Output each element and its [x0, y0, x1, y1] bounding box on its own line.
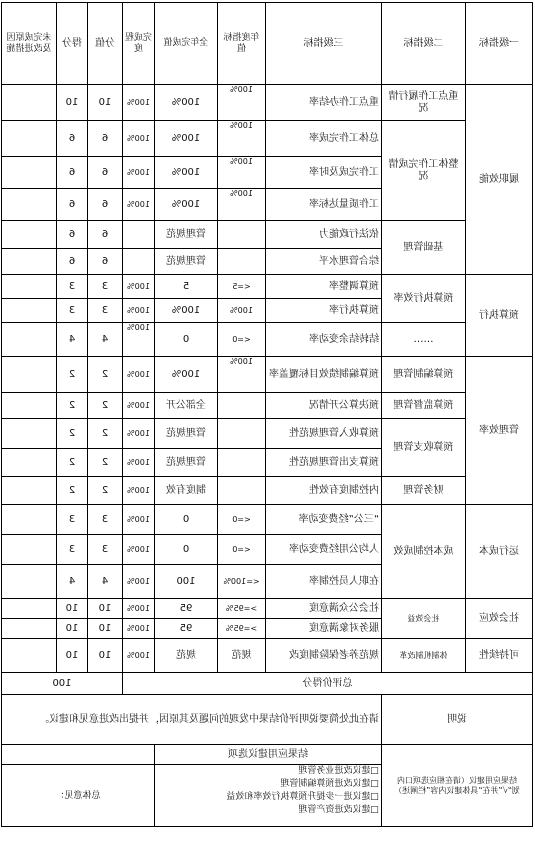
header-rate: 完成程度 — [123, 3, 155, 85]
cell-reason — [2, 275, 57, 299]
cell-rate: 100% — [123, 419, 155, 449]
cell-reason — [2, 221, 57, 249]
cell-score: 2 — [57, 393, 88, 419]
cell-reason — [2, 419, 57, 449]
header-weight: 分值 — [88, 3, 123, 85]
cell-weight: 4 — [88, 323, 123, 357]
cell-weight: 3 — [88, 505, 123, 535]
cell-reason — [2, 535, 57, 565]
cell-l3: 预算调整率 — [266, 275, 382, 299]
cell-actual: 管理规范 — [155, 249, 218, 275]
sub-label: 预算监督管理 — [382, 393, 466, 419]
cell-actual: 0 — [155, 323, 218, 357]
table-row — [2, 323, 533, 357]
sub-label: 基础管理 — [382, 221, 466, 275]
cell-reason — [2, 477, 57, 505]
group-label: 可持续性 — [466, 639, 533, 673]
suggest-option-1[interactable]: □建议改进业务管理 — [298, 766, 379, 776]
cell-rate: 100% — [123, 565, 155, 599]
cell-l3: 规范养老保险制度改 — [266, 639, 382, 673]
notes-label: 说明 — [382, 695, 533, 745]
total-row — [2, 673, 533, 695]
cell-reason — [2, 121, 57, 157]
cell-rate: 100% — [123, 477, 155, 505]
cell-actual: 规范 — [155, 639, 218, 673]
cell-weight: 3 — [88, 299, 123, 323]
cell-actual: 全部公开 — [155, 393, 218, 419]
group-label: 预算执行 — [466, 275, 533, 357]
cell-score: 4 — [57, 323, 88, 357]
cell-score: 10 — [57, 85, 88, 121]
sub-label: 预算收支管理 — [382, 419, 466, 477]
cell-target: 100% — [218, 299, 266, 323]
sub-label: 体制机制改革 — [382, 639, 466, 673]
notes-text: 请在此处简要说明评价结果中发现的问题及其原因，并提出改进意见和建议。 — [2, 695, 382, 745]
cell-weight: 3 — [88, 275, 123, 299]
cell-rate: 100% — [123, 299, 155, 323]
cell-actual: 100% — [155, 85, 218, 121]
cell-score: 10 — [57, 599, 88, 619]
total-label: 总评价得分 — [123, 673, 533, 695]
cell-reason — [2, 565, 57, 599]
cell-score: 6 — [57, 121, 88, 157]
cell-l3: 工作完成及时率 — [266, 157, 382, 189]
cell-rate: 100% — [123, 449, 155, 477]
cell-weight: 2 — [88, 393, 123, 419]
cell-rate: 100% — [123, 121, 155, 157]
group-label: 履职效能 — [466, 85, 533, 275]
cell-weight: 6 — [88, 157, 123, 189]
cell-target: 规范 — [218, 639, 266, 673]
cell-l3: 预算执行率 — [266, 299, 382, 323]
cell-actual: 0 — [155, 505, 218, 535]
cell-score: 3 — [57, 505, 88, 535]
cell-reason — [2, 299, 57, 323]
cell-target: 100% — [218, 85, 266, 121]
cell-weight: 10 — [88, 619, 123, 639]
cell-weight: 4 — [88, 565, 123, 599]
cell-rate: 100% — [123, 323, 155, 357]
cell-l3: “三公”经费变动率 — [266, 505, 382, 535]
table-row — [2, 275, 533, 299]
cell-score: 6 — [57, 157, 88, 189]
cell-target — [218, 419, 266, 449]
cell-actual: 100% — [155, 357, 218, 393]
cell-actual: 100% — [155, 121, 218, 157]
evaluation-table — [1, 2, 533, 827]
overall-opinion: 总体意见： — [2, 765, 155, 827]
suggest-option-3[interactable]: □建议进一步提升预算执行效率和效益 — [226, 792, 379, 802]
suggest-header: 结果应用建议选项 — [155, 745, 382, 765]
cell-score: 10 — [57, 619, 88, 639]
cell-rate: 100% — [123, 599, 155, 619]
sub-label: 社会效益 — [382, 599, 466, 639]
cell-target — [218, 449, 266, 477]
cell-score: 2 — [57, 357, 88, 393]
cell-l3: 综合管理水平 — [266, 249, 382, 275]
suggest-label: 结果应用建议（请在相应选项口内划“√”并在“具体建议内容”栏阐述） — [382, 745, 533, 827]
cell-l3: 预决算公开情况 — [266, 393, 382, 419]
cell-target: 100% — [218, 189, 266, 221]
cell-l3: 预算支出管理规范性 — [266, 449, 382, 477]
cell-target: >=95% — [218, 619, 266, 639]
sub-label: 财务管理 — [382, 477, 466, 505]
cell-reason — [2, 157, 57, 189]
cell-l3: 工作质量达标率 — [266, 189, 382, 221]
cell-l3: 总体工作完成率 — [266, 121, 382, 157]
suggest-blank — [2, 745, 155, 765]
cell-weight: 2 — [88, 449, 123, 477]
table-row — [2, 639, 533, 673]
cell-target: 100% — [218, 121, 266, 157]
cell-actual: 0 — [155, 535, 218, 565]
cell-l3: 重点工作办结率 — [266, 85, 382, 121]
cell-score: 6 — [57, 249, 88, 275]
cell-weight: 10 — [88, 85, 123, 121]
cell-target: >=95% — [218, 599, 266, 619]
header-level1: 一级指标 — [466, 3, 533, 85]
cell-score: 2 — [57, 449, 88, 477]
cell-reason — [2, 505, 57, 535]
suggest-options — [155, 765, 382, 827]
cell-l3: 结转结余变动率 — [266, 323, 382, 357]
header-score: 得分 — [57, 3, 88, 85]
cell-target — [218, 393, 266, 419]
cell-actual: 100 — [155, 565, 218, 599]
cell-target: 100% — [218, 157, 266, 189]
cell-score: 3 — [57, 535, 88, 565]
cell-reason — [2, 619, 57, 639]
total-value: 100 — [2, 673, 123, 695]
cell-weight: 10 — [88, 639, 123, 673]
cell-target: 100% — [218, 357, 266, 393]
cell-rate: 100% — [123, 639, 155, 673]
cell-score: 3 — [57, 299, 88, 323]
cell-score: 10 — [57, 639, 88, 673]
sub-label: 重点工作履行情况 — [382, 85, 466, 121]
cell-l3: 依法行政能力 — [266, 221, 382, 249]
cell-reason — [2, 393, 57, 419]
cell-score: 3 — [57, 275, 88, 299]
cell-weight: 3 — [88, 535, 123, 565]
header-level2: 二级指标 — [382, 3, 466, 85]
cell-rate: 100% — [123, 189, 155, 221]
cell-actual: 100% — [155, 299, 218, 323]
table-row — [2, 121, 533, 157]
cell-score: 2 — [57, 419, 88, 449]
cell-rate: 100% — [123, 505, 155, 535]
sub-label: 成本控制成效 — [382, 505, 466, 599]
cell-weight: 2 — [88, 357, 123, 393]
sub-label: 预算编制管理 — [382, 357, 466, 393]
cell-target: <=0 — [218, 505, 266, 535]
cell-weight: 10 — [88, 599, 123, 619]
table-row — [2, 357, 533, 393]
cell-reason — [2, 323, 57, 357]
cell-target: <=100% — [218, 565, 266, 599]
table-row — [2, 85, 533, 121]
cell-l3: 人均公用经费变动率 — [266, 535, 382, 565]
cell-l3: 服务对象满意度 — [266, 619, 382, 639]
cell-reason — [2, 249, 57, 275]
cell-weight: 6 — [88, 189, 123, 221]
cell-actual: 制度有效 — [155, 477, 218, 505]
group-label: 运行成本 — [466, 505, 533, 599]
suggest-header-row — [2, 745, 533, 765]
table-row — [2, 477, 533, 505]
cell-weight: 6 — [88, 121, 123, 157]
header-actual: 全年完成值 — [155, 3, 218, 85]
table-row — [2, 419, 533, 449]
cell-rate: 100% — [123, 157, 155, 189]
header-level3: 三级指标 — [266, 3, 382, 85]
cell-weight: 2 — [88, 419, 123, 449]
table-row — [2, 599, 533, 619]
cell-weight: 6 — [88, 249, 123, 275]
cell-rate — [123, 249, 155, 275]
cell-target: <=5 — [218, 275, 266, 299]
sub-label: 整体工作完成情况 — [382, 121, 466, 221]
cell-weight: 6 — [88, 221, 123, 249]
cell-rate — [123, 221, 155, 249]
cell-actual: 5 — [155, 275, 218, 299]
cell-rate: 100% — [123, 393, 155, 419]
header-row — [2, 3, 533, 85]
cell-actual: 管理规范 — [155, 449, 218, 477]
notes-row — [2, 695, 533, 745]
header-target: 年度指标值 — [218, 3, 266, 85]
table-row — [2, 221, 533, 249]
cell-rate: 100% — [123, 85, 155, 121]
cell-rate: 100% — [123, 275, 155, 299]
cell-l3: 预算收入管理规范性 — [266, 419, 382, 449]
suggest-option-2[interactable]: □建议改进预算编制管理 — [280, 779, 379, 789]
cell-reason — [2, 449, 57, 477]
cell-actual: 管理规范 — [155, 221, 218, 249]
cell-l3: 预算编制绩效目标覆盖率 — [266, 357, 382, 393]
cell-target: <=0 — [218, 323, 266, 357]
group-label: 管理效率 — [466, 357, 533, 505]
cell-actual: 管理规范 — [155, 419, 218, 449]
cell-actual: 100% — [155, 157, 218, 189]
cell-score: 4 — [57, 565, 88, 599]
cell-l3: 社会公众满意度 — [266, 599, 382, 619]
cell-score: 6 — [57, 189, 88, 221]
cell-weight: 2 — [88, 477, 123, 505]
cell-target — [218, 477, 266, 505]
cell-reason — [2, 85, 57, 121]
cell-l3: 内控制度有效性 — [266, 477, 382, 505]
cell-actual: 100% — [155, 189, 218, 221]
header-reason: 未完成原因及改进措施 — [2, 3, 57, 85]
suggest-option-4[interactable]: □建议改进资产管理 — [298, 805, 379, 815]
cell-score: 6 — [57, 221, 88, 249]
group-label: 社会效应 — [466, 599, 533, 639]
cell-target: <=0 — [218, 535, 266, 565]
cell-rate: 100% — [123, 357, 155, 393]
cell-l3: 在职人员控制率 — [266, 565, 382, 599]
cell-target — [218, 221, 266, 249]
cell-reason — [2, 189, 57, 221]
cell-score: 2 — [57, 477, 88, 505]
sub-label: 预算执行效率 — [382, 275, 466, 323]
cell-reason — [2, 639, 57, 673]
cell-target — [218, 249, 266, 275]
table-row — [2, 505, 533, 535]
cell-rate: 100% — [123, 619, 155, 639]
sub-label: …… — [382, 323, 466, 357]
cell-reason — [2, 599, 57, 619]
table-row — [2, 393, 533, 419]
cell-actual: 95 — [155, 619, 218, 639]
cell-reason — [2, 357, 57, 393]
cell-rate: 100% — [123, 535, 155, 565]
cell-actual: 95 — [155, 599, 218, 619]
